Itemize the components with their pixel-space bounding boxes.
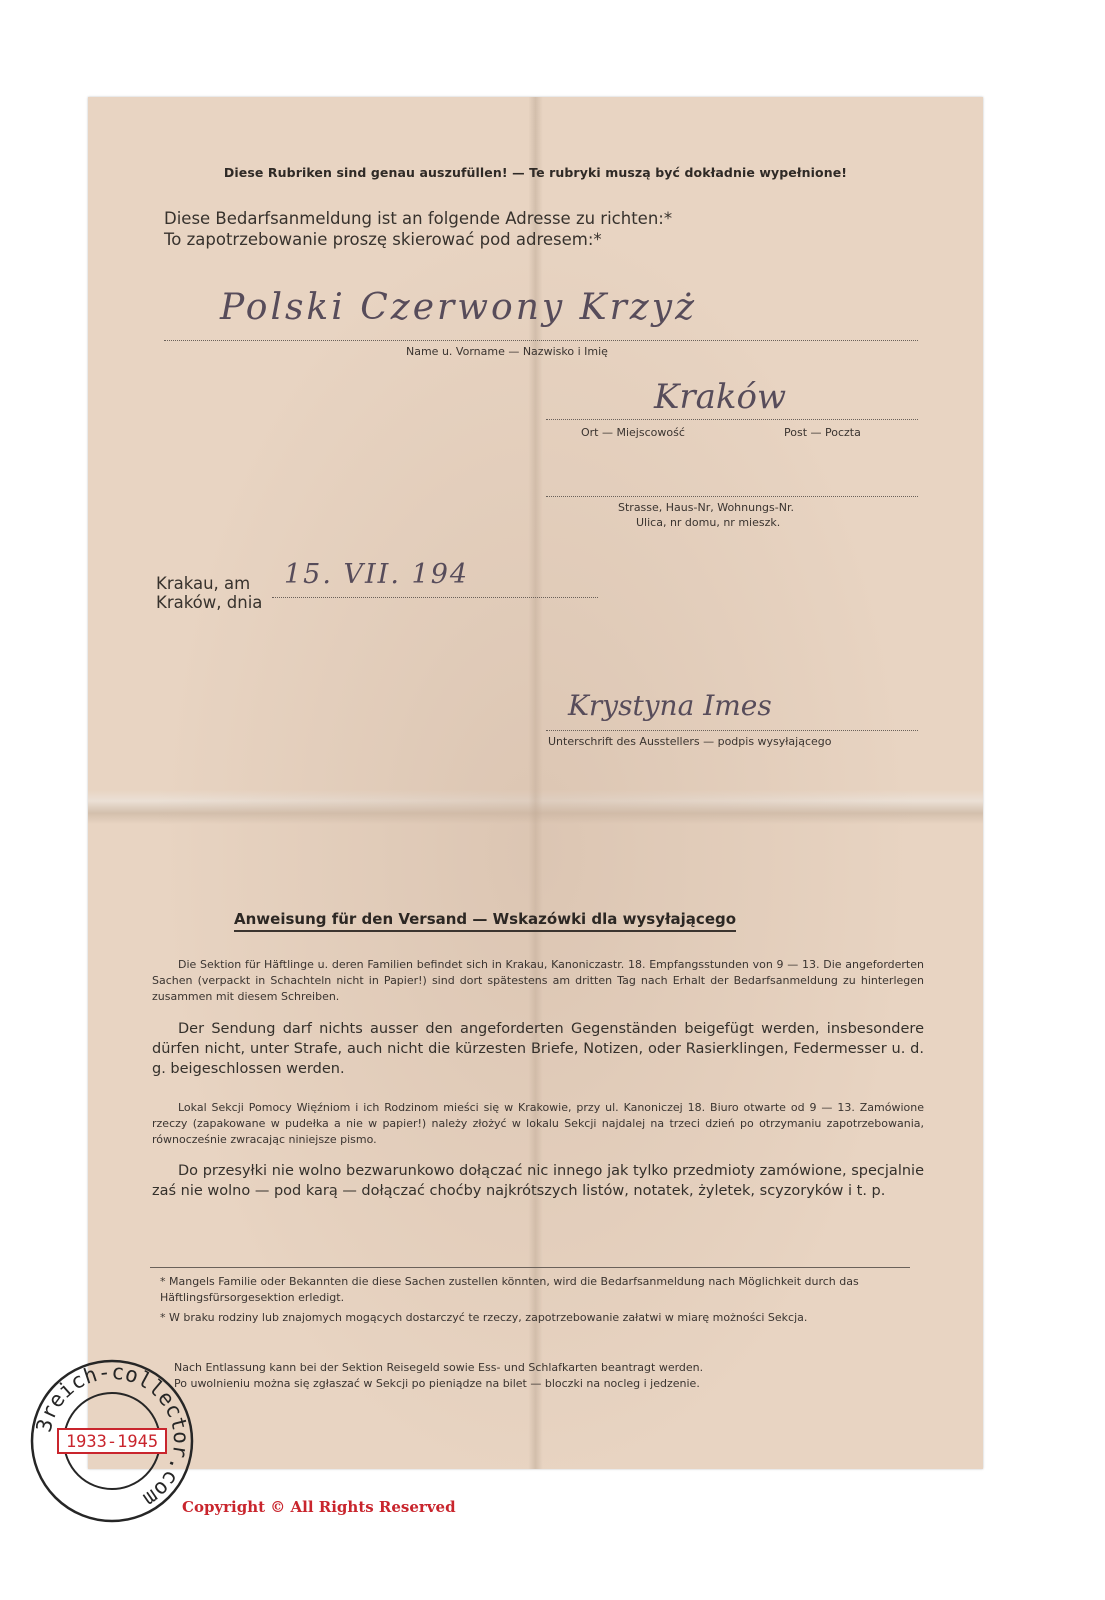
shipping-pl-small: Lokal Sekcji Pomocy Więźniom i ich Rodzinom mieści się w Krakowie, przy ul. Kanoniczej 18. Biuro otwarte od 9 — 13. Zamówione rzeczy (zapakowane w pudełka a nie w papier!) należy złożyć w lokalu Sekcji najdalej na trzeci dzień po otrzymaniu zapotrzebowania, równocześnie zwracając niniejsze pismo. bbox=[152, 1101, 924, 1146]
stamp-svg bbox=[28, 1357, 196, 1525]
footnote-pl-release: Po uwolnieniu można się zgłaszać w Sekcji po pieniądze na bilet — bloczki na nocleg i jedzenie. bbox=[174, 1377, 700, 1390]
document-page bbox=[88, 97, 983, 1469]
footnote-divider bbox=[150, 1267, 910, 1268]
footnote-de-star: * Mangels Familie oder Bekannten die diese Sachen zustellen könnten, wird die Bedarfsanmeldung nach Möglichkeit durch das Häftlingsfürsorgesektion erledigt. bbox=[160, 1275, 859, 1304]
shipping-pl-big: Do przesyłki nie wolno bezwarunkowo dołączać nic innego jak tylko przedmioty zamówione, specjalnie zaś nie wolno — pod karą — dołączać choćby najkrótszych listów, notatek, żyletek, scyzoryków i t. p. bbox=[152, 1163, 924, 1199]
street-dotted-line bbox=[546, 496, 918, 497]
street-label-de: Strasse, Haus-Nr, Wohnungs-Nr. bbox=[618, 501, 794, 514]
watermark-stamp bbox=[28, 1357, 196, 1525]
header-instruction: Diese Rubriken sind genau auszufüllen! — Te rubryki muszą być dokładnie wypełnione! bbox=[223, 165, 848, 180]
shipping-de-small: Die Sektion für Häftlinge u. deren Familien befindet sich in Krakau, Kanoniczastr. 18. Empfangsstunden von 9 — 13. Die angeforderten Sachen (verpackt in Schachteln nicht in Papier!) sind dort spätestens am dritten Tag nach Erhalt der Bedarfsanmeldung zu hinterlegen zusammen mit diesem Schreiben. bbox=[152, 958, 924, 1003]
footnote-de-release: Nach Entlassung kann bei der Sektion Reisegeld sowie Ess- und Schlafkarten beantragt werden. bbox=[174, 1361, 704, 1374]
place-label: Ort — Miejscowość bbox=[581, 426, 685, 439]
name-dotted-line bbox=[164, 340, 918, 341]
shipping-title: Anweisung für den Versand — Wskazówki dla wysyłającego bbox=[234, 910, 736, 932]
copyright-notice: Copyright © All Rights Reserved bbox=[182, 1498, 456, 1516]
street-label-pl: Ulica, nr domu, nr mieszk. bbox=[636, 516, 781, 529]
shipping-de-big: Der Sendung darf nichts ausser den angeforderten Gegenständen beigefügt werden, insbesondere dürfen nicht, unter Strafe, auch nicht die kürzesten Briefe, Notizen, oder Rasierklingen, Federmesser u. d. g. beigeschlossen werden. bbox=[152, 1021, 924, 1077]
date-handwritten: 15. VII. 194 bbox=[284, 559, 470, 590]
address-line-pl: To zapotrzebowanie proszę skierować pod adresem:* bbox=[164, 230, 602, 249]
post-label: Post — Poczta bbox=[784, 426, 861, 439]
signature-label: Unterschrift des Ausstellers — podpis wysyłającego bbox=[548, 735, 832, 748]
date-label-pl: Kraków, dnia bbox=[156, 593, 263, 612]
stamp-years: 1933-1945 bbox=[65, 1432, 159, 1452]
signature-handwritten: Krystyna Imes bbox=[568, 689, 772, 722]
address-line-de: Diese Bedarfsanmeldung ist an folgende Adresse zu richten:* bbox=[164, 209, 673, 228]
name-label: Name u. Vorname — Nazwisko i Imię bbox=[406, 345, 608, 358]
place-dotted-line bbox=[546, 419, 918, 420]
signature-dotted-line bbox=[546, 730, 918, 731]
footnote-pl-star: * W braku rodziny lub znajomych mogących dostarczyć te rzeczy, zapotrzebowanie załatwi w miarę możności Sekcja. bbox=[160, 1311, 808, 1324]
date-label-de: Krakau, am bbox=[156, 574, 251, 593]
name-handwritten: Polski Czerwony Krzyż bbox=[220, 287, 698, 328]
date-dotted-line bbox=[272, 597, 598, 598]
place-handwritten: Kraków bbox=[654, 377, 787, 417]
stamp-ring-text: 3reich-collector.com bbox=[31, 1359, 194, 1512]
